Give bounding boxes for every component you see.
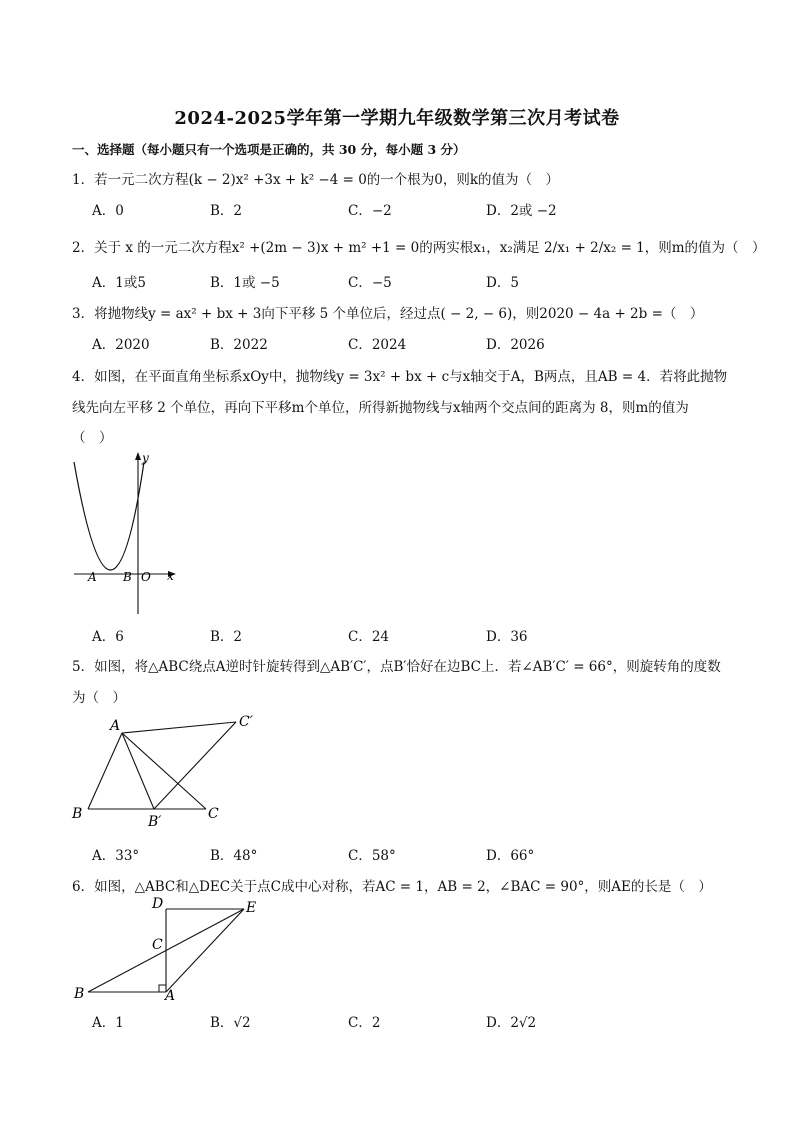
question-5-stem-line-1: 5．如图，将△ABC绕点A逆时针旋转得到△AB′C′，点B′恰好在边BC上．若∠AB′C′ = 66°，则旋转角的度数	[72, 659, 721, 675]
parabola-curve	[74, 462, 144, 570]
segment-ae	[166, 909, 244, 992]
question-4-stem-line-3: （ ）	[72, 430, 113, 446]
q1-option-c: C．−2	[348, 203, 392, 219]
q1-option-d: D．2或 −2	[486, 203, 557, 219]
q4-option-b: B．2	[210, 629, 243, 645]
label-x: x	[167, 569, 174, 583]
q2-option-a: A．1或5	[92, 275, 146, 291]
segment-bpcp	[154, 722, 236, 809]
label-bp: B′	[148, 814, 162, 830]
label-b: B	[123, 570, 132, 584]
label-o: O	[141, 570, 151, 584]
label-cp: C′	[239, 714, 253, 730]
question-5-stem-line-2: 为（ ）	[72, 690, 126, 706]
question-3-options	[92, 333, 732, 351]
q5-option-c: C．58°	[348, 848, 396, 864]
question-4-options	[92, 625, 732, 643]
q3-option-a: A．2020	[92, 337, 150, 353]
question-6-stem: 6．如图，△ABC和△DEC关于点C成中心对称，若AC = 1，AB = 2，∠BAC = 90°，则AE的长是（ ）	[72, 879, 712, 895]
question-1-options	[92, 199, 732, 217]
question-3-stem: 3．将抛物线y = ax² + bx + 3向下平移 5 个单位后，经过点( − 2, − 6)，则2020 − 4a + 2b =（ ）	[72, 306, 704, 322]
question-6-options	[92, 1011, 732, 1029]
y-axis-arrow	[135, 452, 141, 460]
question-4-figure	[66, 448, 196, 620]
label-a: A	[165, 988, 176, 1004]
q3-option-d: D．2026	[486, 337, 545, 353]
q5-option-a: A．33°	[92, 848, 140, 864]
q6-option-c: C．2	[348, 1015, 381, 1031]
segment-abp	[122, 733, 154, 809]
segment-acp	[122, 722, 236, 733]
label-c: C	[152, 937, 163, 953]
label-c: C	[208, 806, 219, 822]
q6-option-b: B．√2	[210, 1015, 251, 1031]
label-y: y	[142, 451, 149, 465]
q3-option-c: C．2024	[348, 337, 407, 353]
question-5-options	[92, 844, 732, 862]
label-b: B	[72, 806, 83, 822]
section-heading: 一、选择题（每小题只有一个选项是正确的，共 30 分，每小题 3 分）	[72, 142, 466, 157]
q6-option-d: D．2√2	[486, 1015, 537, 1031]
q2-option-d: D．5	[486, 275, 519, 291]
question-2-stem: 2．关于 x 的一元二次方程x² +(2m − 3)x + m² +1 = 0的两实根x₁，x₂满足 2/x₁ + 2/x₂ = 1，则m的值为（ ）	[72, 240, 766, 256]
q6-option-a: A．1	[92, 1015, 124, 1031]
label-d: D	[152, 896, 164, 912]
q1-option-a: A．0	[92, 203, 124, 219]
question-1-stem: 1．若一元二次方程(k − 2)x² +3x + k² −4 = 0的一个根为0，则k的值为（ ）	[72, 172, 560, 188]
question-4-stem-line-1: 4．如图，在平面直角坐标系xOy中，抛物线y = 3x² + bx + c与x轴交于A，B两点，且AB = 4．若将此抛物	[72, 369, 728, 385]
q5-option-b: B．48°	[210, 848, 258, 864]
page-title: 2024-2025学年第一学期九年级数学第三次月考试卷	[174, 108, 620, 129]
question-4-stem-line-2: 线先向左平移 2 个单位，再向下平移m个单位，所得新抛物线与x轴两个交点间的距离为 8，则m的值为	[72, 400, 689, 416]
q4-option-c: C．24	[348, 629, 390, 645]
question-2-options	[92, 271, 732, 289]
q3-option-b: B．2022	[210, 337, 268, 353]
q5-option-d: D．66°	[486, 848, 535, 864]
label-e: E	[246, 900, 257, 916]
question-6-figure	[66, 892, 276, 1004]
q4-option-d: D．36	[486, 629, 528, 645]
q4-option-a: A．6	[92, 629, 124, 645]
q2-option-b: B．1或 −5	[210, 275, 280, 291]
q1-option-b: B．2	[210, 203, 243, 219]
label-a: A	[88, 570, 97, 584]
segment-ab	[88, 733, 122, 809]
label-b: B	[74, 986, 85, 1002]
q2-option-c: C．−5	[348, 275, 392, 291]
question-5-figure	[66, 708, 276, 836]
label-a: A	[110, 718, 121, 734]
